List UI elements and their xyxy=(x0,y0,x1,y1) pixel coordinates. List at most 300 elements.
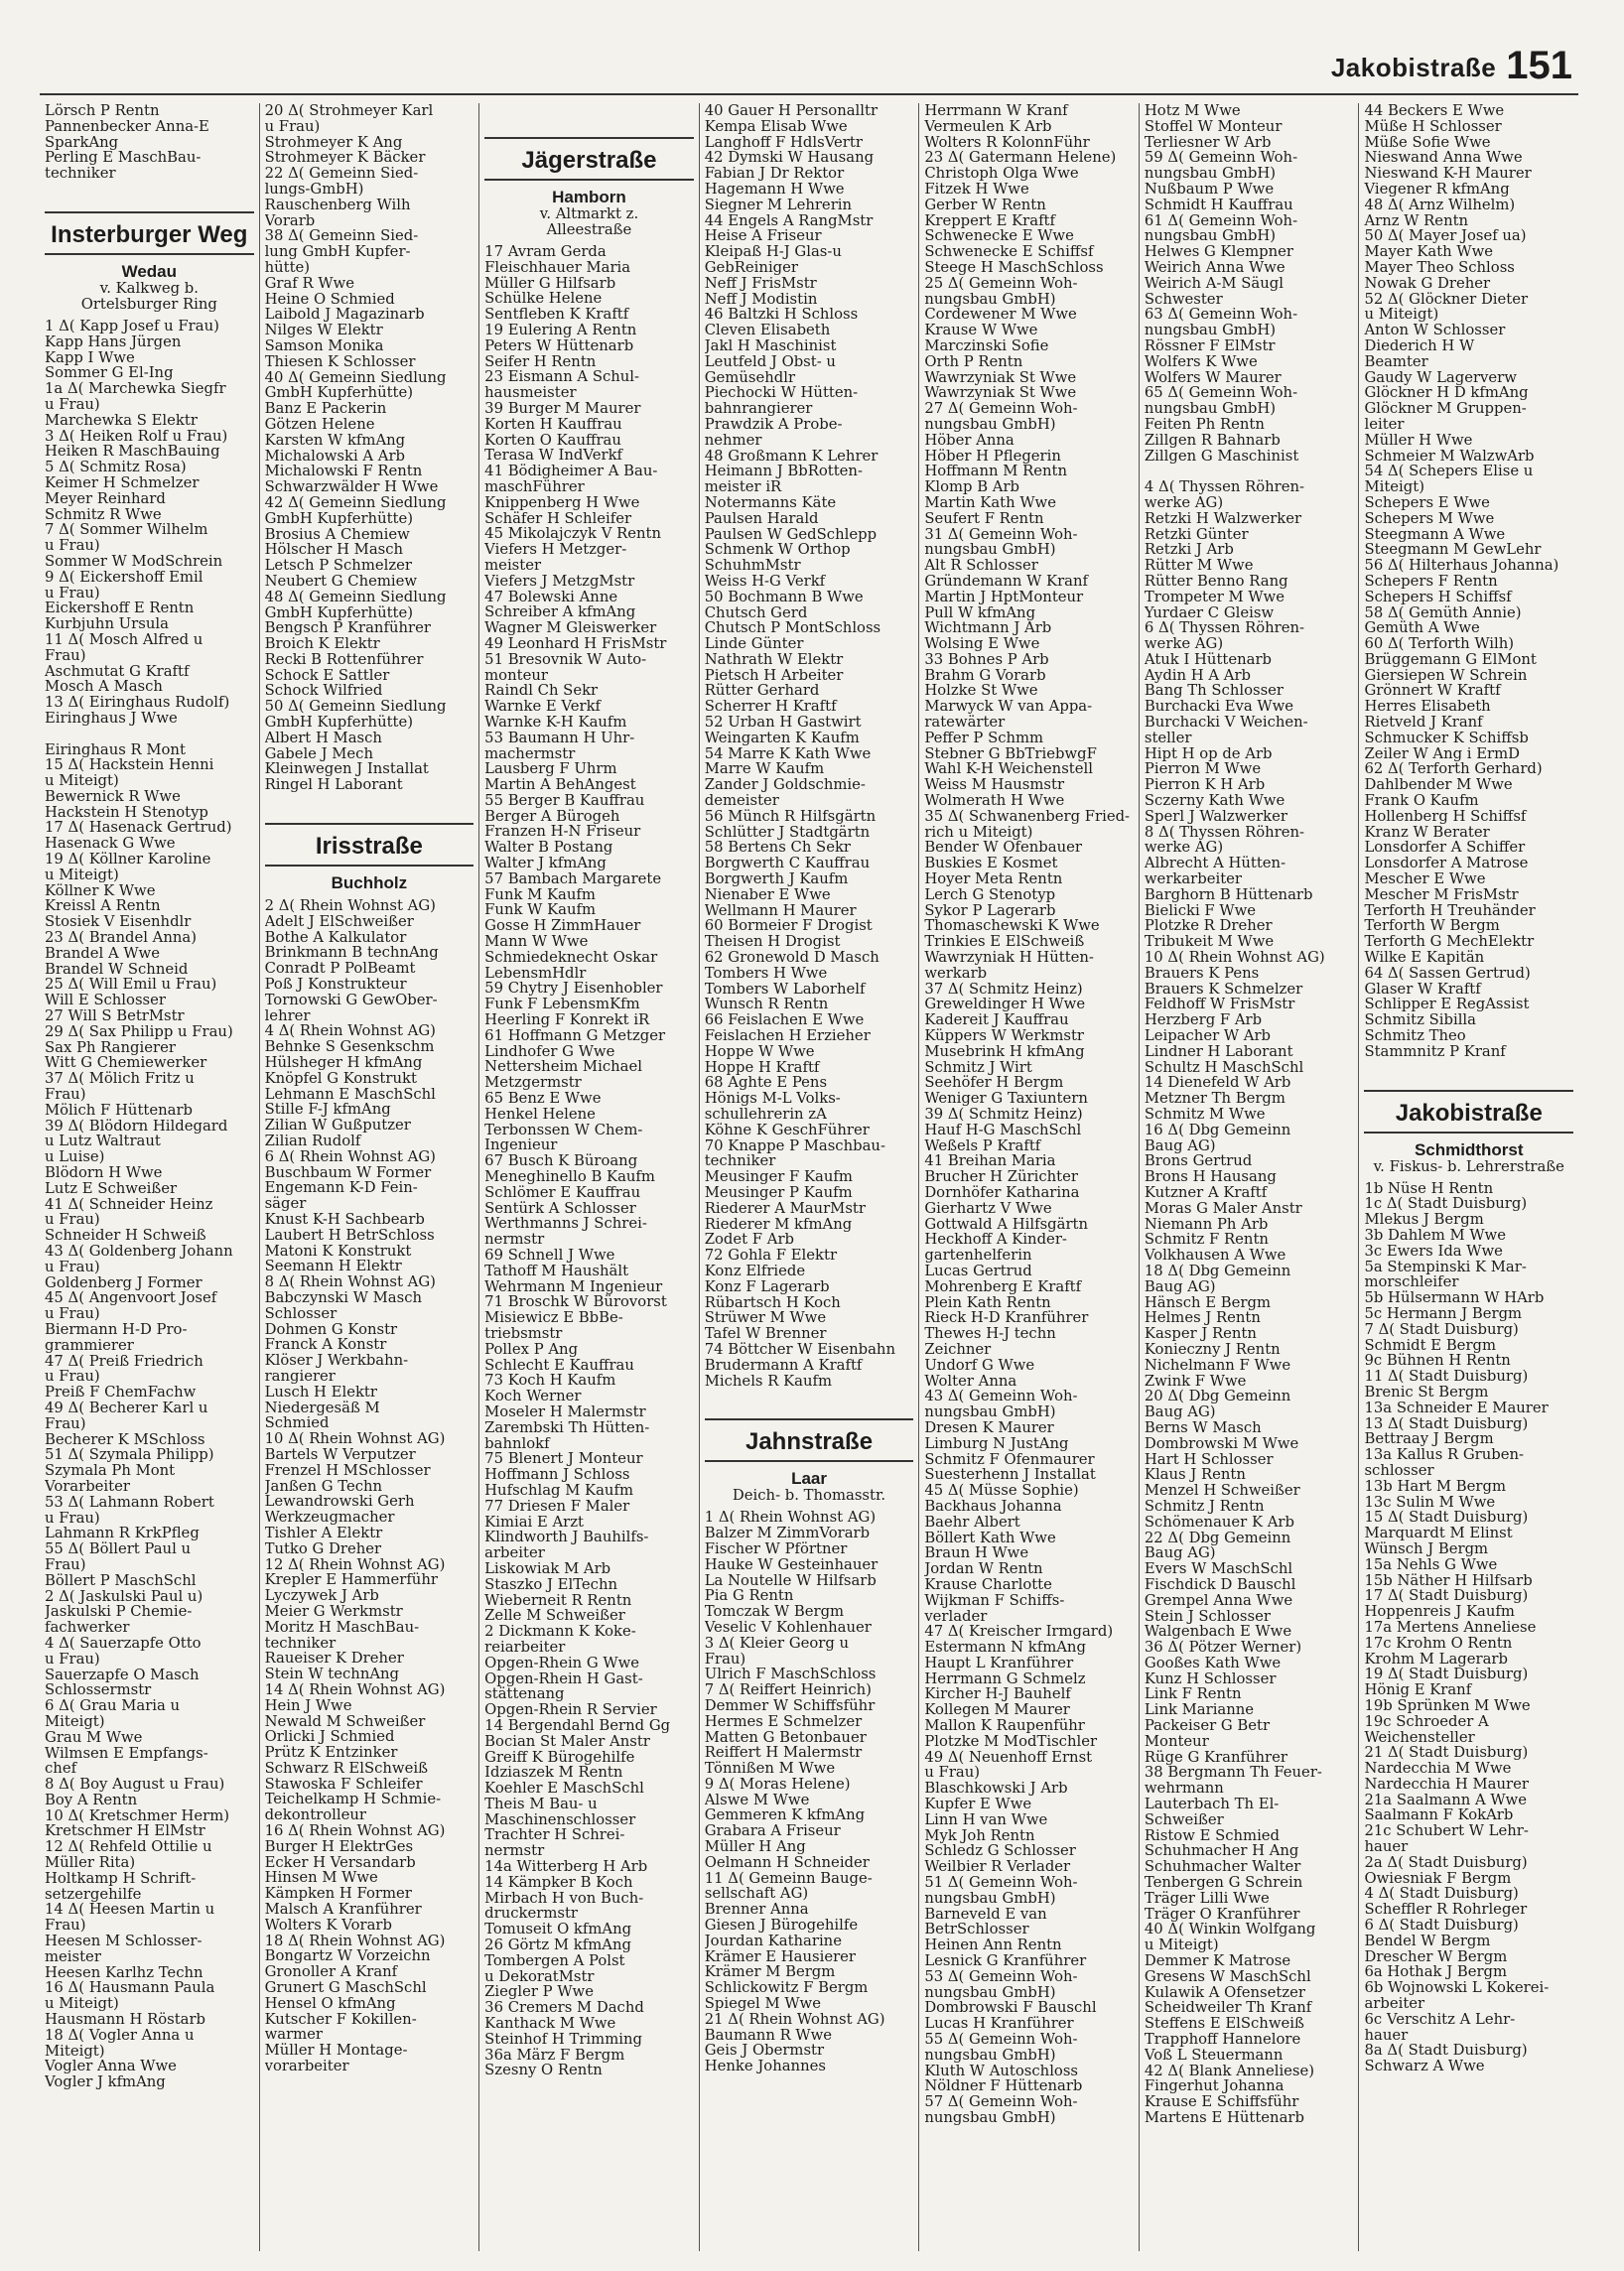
directory-entry: arbeiter xyxy=(484,1545,545,1561)
directory-entry: Helwes G Klempner xyxy=(1144,244,1293,260)
directory-entry: Kämpken H Former xyxy=(264,1886,412,1903)
directory-entry: 45 Δ( Angenvoort Josef xyxy=(45,1290,217,1307)
directory-entry: Riederer A MaurMstr xyxy=(704,1200,866,1217)
directory-entry: werkarb xyxy=(924,965,988,982)
directory-entry: 6 Δ( Stadt Duisburg) xyxy=(1364,1918,1519,1934)
directory-entry: Wolmerath H Wwe xyxy=(924,793,1065,809)
directory-entry: 65 Benz E Wwe xyxy=(484,1091,602,1107)
directory-entry: lung GmbH Kupfer- xyxy=(264,244,411,260)
directory-entry: Grönnert W Kraftf xyxy=(1364,683,1501,700)
directory-entry: Heinen Ann Rentn xyxy=(924,1937,1062,1954)
directory-entry: meister xyxy=(45,1948,101,1965)
directory-entry: Perling E MaschBau- xyxy=(45,150,202,167)
directory-entry: 21a Saalmann A Wwe xyxy=(1364,1792,1527,1808)
directory-entry: Baehr Albert xyxy=(924,1514,1020,1531)
directory-entry: verlader xyxy=(924,1608,988,1625)
directory-entry: Mescher E Wwe xyxy=(1364,871,1486,887)
directory-entry: Biermann H-D Pro- xyxy=(45,1321,188,1338)
street-rule xyxy=(265,823,474,825)
directory-entry: nungsbau GmbH) xyxy=(1144,228,1277,245)
directory-entry: Schmeier M WalzwArb xyxy=(1364,448,1535,465)
directory-entry: 14 Kämpker B Koch xyxy=(484,1874,633,1891)
directory-entry: Werkzeugmacher xyxy=(264,1510,395,1526)
directory-entry: Sommer W ModSchrein xyxy=(45,553,223,570)
directory-entry: Schock E Sattler xyxy=(264,667,390,684)
directory-entry: nungsbau GmbH) xyxy=(924,2110,1056,2126)
directory-entry: 10 Δ( Rhein Wohnst AG) xyxy=(1144,950,1325,966)
directory-entry: Baug AG) xyxy=(1144,1545,1216,1562)
directory-entry: 21 Δ( Rhein Wohnst AG) xyxy=(704,2011,885,2028)
directory-entry: 19b Sprünken M Wwe xyxy=(1364,1697,1531,1714)
directory-entry: 3 Δ( Heiken Rolf u Frau) xyxy=(45,428,228,445)
directory-entry: Tombers W Laborhelf xyxy=(704,981,866,998)
directory-entry: Link Marianne xyxy=(1144,1702,1255,1719)
directory-entry: Siegner M Lehrerin xyxy=(704,197,853,213)
directory-entry: Sentfleben K Kraftf xyxy=(484,307,629,323)
directory-entry: Jourdan Katharine xyxy=(704,1933,842,1949)
directory-entry: Kunz H Schlosser xyxy=(1144,1670,1277,1687)
directory-entry: 36a März F Bergm xyxy=(484,2047,625,2064)
directory-entry: Heerling F Konrekt iR xyxy=(484,1012,650,1028)
directory-entry: Meusinger F Kaufm xyxy=(704,1169,853,1185)
directory-entry: Frau) xyxy=(45,1918,86,1935)
directory-entry: hauer xyxy=(1364,1839,1409,1855)
directory-entry: Alt R Schlosser xyxy=(924,558,1038,574)
directory-entry: Raindl Ch Sekr xyxy=(484,683,599,700)
directory-entry: Laubert H BetrSchloss xyxy=(264,1227,435,1244)
directory-entry: Kadereit J Kauffrau xyxy=(924,1012,1069,1029)
directory-entry: Bang Th Schlosser xyxy=(1144,683,1285,700)
directory-entry: 13 Δ( Stadt Duisburg) xyxy=(1364,1415,1529,1432)
directory-entry: demeister xyxy=(704,793,779,809)
directory-entry: Krause Charlotte xyxy=(924,1576,1052,1593)
directory-entry: Lucas Gertrud xyxy=(924,1263,1032,1279)
directory-entry: Schweißer xyxy=(1144,1811,1224,1828)
directory-entry: Pierron K H Arb xyxy=(1144,777,1266,794)
column-6 xyxy=(1139,103,1359,2251)
directory-entry: 5b Hülsermann W HArb xyxy=(1364,1290,1545,1306)
directory-entry: 3b Dahlem M Wwe xyxy=(1364,1228,1506,1244)
directory-entry: Marquardt M Elinst xyxy=(1364,1526,1513,1541)
directory-entry: Hipt H op de Arb xyxy=(1144,745,1273,762)
directory-entry: Hollenberg H Schiffsf xyxy=(1364,808,1527,825)
directory-entry: Feldhoff W FrisMstr xyxy=(1144,997,1295,1013)
directory-entry: Blaschkowski J Arb xyxy=(924,1781,1068,1798)
directory-entry: 45 Mikolajczyk V Rentn xyxy=(484,526,661,543)
directory-entry: 7 Δ( Reiffert Heinrich) xyxy=(704,1682,872,1698)
directory-entry: Fleischhauer Maria xyxy=(484,259,631,276)
street-block xyxy=(265,823,474,892)
directory-entry: Gründemann W Kranf xyxy=(924,573,1088,590)
directory-entry: Ulrich F MaschSchloss xyxy=(704,1667,877,1683)
directory-entry: Matten G Betonbauer xyxy=(704,1729,867,1746)
directory-entry: Berger A Bürogeh xyxy=(484,808,620,825)
directory-entry: Voß L Steuermann xyxy=(1144,2047,1284,2064)
directory-entry: Heiken R MaschBauing xyxy=(45,444,220,461)
directory-entry: 65 Δ( Gemeinn Woh- xyxy=(1144,385,1298,402)
directory-entry: Müller H Ang xyxy=(704,1839,806,1855)
directory-entry: Marwyck W van Appa- xyxy=(924,699,1093,716)
directory-entry: Tathoff M Haushält xyxy=(484,1263,629,1279)
directory-entry: 26 Görtz M kfmAng xyxy=(484,1937,631,1953)
directory-entry: Borgwerth C Kauffrau xyxy=(704,856,871,872)
directory-entry: 2 Δ( Jaskulski Paul u) xyxy=(45,1588,203,1605)
directory-entry: 45 Δ( Müsse Sophie) xyxy=(924,1483,1079,1499)
directory-entry: Paulsen W GedSchlepp xyxy=(704,526,878,543)
directory-entry: Grempel Anna Wwe xyxy=(1144,1592,1293,1609)
directory-entry: 60 Δ( Terforth Wilh) xyxy=(1364,636,1515,652)
directory-entry: 15a Nehls G Wwe xyxy=(1364,1556,1498,1573)
directory-entry: Wolsing E Wwe xyxy=(924,636,1040,652)
directory-entry: rich u Miteigt) xyxy=(924,824,1033,841)
directory-entry xyxy=(1145,464,1354,479)
directory-entry: Burchacki Eva Wwe xyxy=(1144,699,1294,716)
directory-entry: 75 Blenert J Monteur xyxy=(484,1451,643,1468)
directory-entry: 31 Δ( Gemeinn Woh- xyxy=(924,526,1078,543)
directory-entry: Schepers H Schiffsf xyxy=(1364,589,1512,605)
directory-entry: Fitzek H Wwe xyxy=(924,181,1029,198)
directory-entry: Babczynski W Masch xyxy=(264,1289,423,1306)
directory-entry: gartenhelferin xyxy=(924,1248,1032,1264)
directory-entry: Lutz E Schweißer xyxy=(45,1180,178,1197)
directory-entry: 57 Δ( Gemeinn Woh- xyxy=(924,2094,1078,2110)
directory-entry: Sczerny Kath Wwe xyxy=(1144,793,1286,809)
directory-entry: 71 Broschk W Bürovorst xyxy=(484,1294,667,1311)
directory-entry: Gemüth A Wwe xyxy=(1364,620,1480,637)
directory-entry: Lusch H Elektr xyxy=(264,1384,377,1401)
directory-entry: 62 Gronewold D Masch xyxy=(704,950,880,966)
directory-entry: Mölich F Hüttenarb xyxy=(45,1102,193,1119)
directory-entry: Konz F Lagerarb xyxy=(704,1278,830,1295)
directory-entry: Zodet F Arb xyxy=(704,1232,795,1249)
directory-entry: Schmitz F Rentn xyxy=(1144,1232,1269,1249)
directory-entry: Viegener R kfmAng xyxy=(1364,181,1510,198)
directory-entry: Nowak G Dreher xyxy=(1364,275,1491,292)
directory-entry: 12 Δ( Rehfeld Ottilie u xyxy=(45,1839,212,1856)
directory-entry: 37 Δ( Mölich Fritz u xyxy=(45,1071,195,1088)
directory-entry: Burchacki V Weichen- xyxy=(1144,715,1308,731)
directory-entry: nungsbau GmbH) xyxy=(924,1984,1056,2001)
directory-entry: 22 Δ( Dbg Gemeinn xyxy=(1144,1530,1291,1546)
directory-entry: Brauers K Pens xyxy=(1144,965,1260,982)
directory-entry: Wolters K Vorarb xyxy=(264,1917,392,1934)
directory-entry: Grabara A Friseur xyxy=(704,1823,841,1840)
directory-entry: Müller G Hilfsarb xyxy=(484,275,616,292)
street-block xyxy=(484,137,694,238)
directory-entry: dekontrolleur xyxy=(264,1807,366,1824)
directory-entry: 10 Δ( Rhein Wohnst AG) xyxy=(264,1431,446,1447)
directory-entry: 40 Δ( Gemeinn Siedlung xyxy=(264,369,447,386)
directory-entry: 17c Krohm O Rentn xyxy=(1364,1635,1513,1652)
directory-entry: Lonsdorfer A Schiffer xyxy=(1364,840,1526,857)
directory-entry: Schock Wilfried xyxy=(264,683,383,700)
directory-entry: Brandel W Schneid xyxy=(45,961,189,978)
directory-entry: Steege H MaschSchloss xyxy=(924,259,1104,276)
directory-entry: Hasenack G Wwe xyxy=(45,836,176,853)
directory-entry: Trapphoff Hannelore xyxy=(1144,2032,1301,2048)
street-block xyxy=(45,211,254,313)
directory-entry: Klomp B Arb xyxy=(924,479,1020,495)
directory-entry: nungsbau GmbH) xyxy=(1144,401,1277,417)
directory-entry: Müller H Montage- xyxy=(264,2043,408,2060)
directory-entry: Geis J Obermstr xyxy=(704,2043,825,2060)
directory-entry: Zilian W Gußputzer xyxy=(264,1118,411,1135)
directory-entry: Hinsen M Wwe xyxy=(264,1870,378,1887)
directory-entry: Frenzel H MSchlosser xyxy=(264,1462,431,1479)
directory-entry: 48 Δ( Gemeinn Siedlung xyxy=(264,589,447,605)
directory-entry: 53 Baumann H Uhr- xyxy=(484,730,635,746)
directory-entry: Graf R Wwe xyxy=(264,275,354,292)
directory-entry: Wolters R KolonnFühr xyxy=(924,134,1090,151)
directory-entry: Henkel Helene xyxy=(484,1106,596,1123)
directory-entry: Schmitz R Wwe xyxy=(45,506,162,523)
directory-entry: triebsmstr xyxy=(484,1325,563,1342)
directory-entry: 12 Δ( Rhein Wohnst AG) xyxy=(264,1556,446,1573)
directory-entry: Schlecht E Kauffrau xyxy=(484,1357,634,1374)
directory-entry: Terasa W IndVerkf xyxy=(484,448,623,465)
directory-entry: Küppers W Werkmstr xyxy=(924,1028,1084,1044)
directory-entry: Moseler H Malermstr xyxy=(484,1403,646,1420)
directory-entry: u Miteigt) xyxy=(45,773,119,789)
directory-entry: 14 Δ( Rhein Wohnst AG) xyxy=(264,1681,446,1698)
directory-entry: 17 Avram Gerda xyxy=(484,244,607,260)
directory-entry: 35 Δ( Schwanenberg Fried- xyxy=(924,808,1131,825)
directory-entry: 36 Δ( Pötzer Werner) xyxy=(1144,1640,1302,1656)
directory-entry: 51 Δ( Szymala Philipp) xyxy=(45,1447,214,1464)
street-name: Jahnstraße xyxy=(705,1428,914,1462)
directory-entry: Leipacher W Arb xyxy=(1144,1028,1271,1044)
directory-entry: Thiesen K Schlosser xyxy=(264,353,416,370)
directory-entry: 8a Δ( Stadt Duisburg) xyxy=(1364,2043,1528,2060)
directory-entry: Mohrenberg E Kraftf xyxy=(924,1278,1082,1295)
directory-entry: Kluth W Autoschloss xyxy=(924,2063,1079,2079)
directory-entry: 19 Eulering A Rentn xyxy=(484,322,637,338)
directory-entry: Goldenberg J Former xyxy=(45,1274,203,1291)
directory-entry: 6 Δ( Rhein Wohnst AG) xyxy=(264,1148,436,1165)
directory-entry: Walter J kfmAng xyxy=(484,856,607,871)
directory-entry: 52 Urban H Gastwirt xyxy=(704,715,862,731)
directory-entry: 5c Hermann J Bergm xyxy=(1364,1305,1523,1322)
directory-entry: 21 Δ( Stadt Duisburg) xyxy=(1364,1745,1529,1762)
directory-entry: Backhaus Johanna xyxy=(924,1498,1062,1515)
directory-entry: Terbonssen W Chem- xyxy=(484,1122,643,1138)
directory-entry: Krämer M Bergm xyxy=(704,1964,836,1981)
directory-entry: Zander J Goldschmie- xyxy=(704,777,866,794)
directory-entry: Scheffler R Rohrleger xyxy=(1364,1902,1528,1919)
directory-entry: 8 Δ( Rhein Wohnst AG) xyxy=(264,1274,436,1290)
directory-entry: 50 Δ( Mayer Josef ua) xyxy=(1364,228,1527,245)
directory-entry: Wellmann H Maurer xyxy=(704,902,857,919)
directory-entry: Liskowiak M Arb xyxy=(484,1560,611,1577)
directory-entry: 63 Δ( Gemeinn Woh- xyxy=(1144,307,1298,324)
directory-entry: Riederer M kfmAng xyxy=(704,1216,853,1233)
directory-entry: 59 Δ( Gemeinn Woh- xyxy=(1144,150,1298,167)
directory-entry: Tönnißen M Wwe xyxy=(704,1761,836,1777)
directory-entry: 61 Hoffmann G Metzger xyxy=(484,1027,666,1044)
directory-entry: 44 Beckers E Wwe xyxy=(1364,103,1505,119)
directory-entry: u Frau) xyxy=(45,1369,100,1386)
directory-entry: sellschaft AG) xyxy=(704,1886,809,1903)
directory-entry: Schreiber A kfmAng xyxy=(484,604,636,621)
directory-entry: 3 Δ( Kleier Georg u xyxy=(704,1635,850,1652)
directory-entry: Brudermann A Kraftf xyxy=(704,1357,863,1374)
directory-entry: Christoph Olga Wwe xyxy=(924,166,1079,182)
directory-entry: 13 Δ( Eiringhaus Rudolf) xyxy=(45,695,230,711)
directory-entry: Henke Johannes xyxy=(704,2059,826,2075)
directory-entry: La Noutelle W Hilfsarb xyxy=(704,1572,877,1589)
directory-entry: Misiewicz E BbBe- xyxy=(484,1310,623,1326)
directory-entry: Steinhof H Trimming xyxy=(484,2031,642,2048)
directory-entry: Engemann K-D Fein- xyxy=(264,1180,418,1197)
directory-entry: Frank O Kaufm xyxy=(1364,793,1479,809)
directory-entry: 66 Feislachen E Wwe xyxy=(704,1012,865,1029)
directory-entry: Yurdaer C Gleisw xyxy=(1144,604,1275,621)
directory-entry: Wolfers K Wwe xyxy=(1144,353,1258,370)
directory-entry: Lucas H Kranführer xyxy=(924,2016,1074,2033)
directory-entry: Leutfeld J Obst- u xyxy=(704,353,836,370)
directory-entry: 56 Münch R Hilfsgärtn xyxy=(704,808,877,825)
directory-entry: Kanthack M Wwe xyxy=(484,2016,616,2032)
directory-entry: Bongartz W Vorzeichn xyxy=(264,1948,431,1965)
directory-entry: schlosser xyxy=(1364,1462,1434,1479)
directory-entry: Banz E Packerin xyxy=(264,401,387,417)
directory-entry: Stawoska F Schleifer xyxy=(264,1776,423,1793)
directory-entry: 48 Δ( Arnz Wilhelm) xyxy=(1364,197,1516,213)
directory-entry: Newald M Schweißer xyxy=(264,1713,426,1730)
directory-entry: Barneveld E van xyxy=(924,1906,1047,1923)
directory-entry: Krause E Schiffsführ xyxy=(1144,2094,1299,2110)
directory-entry: Kreissl A Rentn xyxy=(45,898,161,915)
directory-entry: Wilmsen E Empfangs- xyxy=(45,1745,208,1762)
directory-entry: 1c Δ( Stadt Duisburg) xyxy=(1364,1196,1528,1213)
directory-entry: Matoni K Konstrukt xyxy=(264,1243,412,1260)
directory-entry: Michalowski A Arb xyxy=(264,448,406,465)
directory-entry: monteur xyxy=(484,667,548,684)
directory-entry: Hönigs M-L Volks- xyxy=(704,1091,841,1107)
directory-entry: 2a Δ( Stadt Duisburg) xyxy=(1364,1854,1528,1871)
directory-entry: Pollex P Ang xyxy=(484,1341,579,1358)
directory-entry: Diederich H W xyxy=(1364,337,1475,354)
directory-entry: Heesen Karlhz Techn xyxy=(45,1964,203,1981)
directory-entry: vorarbeiter xyxy=(264,2059,349,2074)
directory-entry: Schwenecke E Wwe xyxy=(924,228,1074,245)
directory-entry: Herres Elisabeth xyxy=(1364,699,1491,716)
directory-entry: Dresen K Maurer xyxy=(924,1419,1054,1436)
directory-entry: Steegmann M GewLehr xyxy=(1364,542,1542,559)
directory-entry: Stammnitz P Kranf xyxy=(1364,1043,1506,1060)
directory-entry: Lonsdorfer A Matrose xyxy=(1364,856,1529,872)
directory-entry: Zillgen G Maschinist xyxy=(1144,448,1299,465)
directory-entry: nungsbau GmbH) xyxy=(924,1404,1056,1420)
directory-entry: 69 Schnell J Wwe xyxy=(484,1248,615,1264)
directory-entry: Martens E Hüttenarb xyxy=(1144,2110,1304,2126)
directory-entry: 64 Δ( Sassen Gertrud) xyxy=(1364,965,1531,982)
directory-entry: u Lutz Waltraut xyxy=(45,1134,161,1150)
directory-entry: 49 Leonhard H FrisMstr xyxy=(484,635,667,652)
directory-entry: Hotz M Wwe xyxy=(1144,103,1241,119)
page-number: 151 xyxy=(1506,44,1572,87)
directory-entry: GmbH Kupferhütte) xyxy=(264,385,414,402)
directory-entry: LebensmHdlr xyxy=(484,965,587,982)
directory-entry: 4 Δ( Rhein Wohnst AG) xyxy=(264,1023,436,1040)
directory-entry: 55 Δ( Böllert Paul u xyxy=(45,1541,192,1557)
directory-entry: Heise A Friseur xyxy=(704,228,822,245)
directory-entry: Tafel W Brenner xyxy=(704,1326,827,1342)
directory-entry: Tornowski G GewOber- xyxy=(264,992,438,1008)
directory-entry: Baug AG) xyxy=(1144,1137,1216,1154)
directory-entry: Martin A BehAngest xyxy=(484,777,636,793)
directory-entry: Buskies E Kosmet xyxy=(924,856,1058,872)
directory-entry: Heesen M Schlosser- xyxy=(45,1934,203,1949)
directory-entry: Brinkmann B technAng xyxy=(264,945,439,962)
directory-entry: Will E Schlosser xyxy=(45,993,166,1009)
directory-entry: Seufert F Rentn xyxy=(924,510,1044,527)
directory-entry: 6a Hothak J Bergm xyxy=(1364,1964,1508,1981)
directory-entry: Karsten W kfmAng xyxy=(264,432,406,449)
directory-entry: Tomuseit O kfmAng xyxy=(484,1922,632,1938)
directory-entry: 8 Δ( Boy August u Frau) xyxy=(45,1777,225,1793)
directory-entry: Kasper J Rentn xyxy=(1144,1326,1257,1342)
directory-entry: Kreppert E Kraftf xyxy=(924,212,1055,229)
directory-entry: Wehrmann M Ingenieur xyxy=(484,1278,663,1295)
directory-entry: Meier G Werkmstr xyxy=(264,1603,403,1620)
directory-entry: 14 Dienefeld W Arb xyxy=(1144,1075,1291,1092)
directory-entry: u Miteigt) xyxy=(45,867,119,883)
directory-entry: Götzen Helene xyxy=(264,416,375,433)
directory-entry: u Frau) xyxy=(45,585,100,601)
directory-entry: Gemüsehdlr xyxy=(704,369,796,386)
directory-entry: Mlekus J Bergm xyxy=(1364,1212,1484,1228)
directory-entry: 44 Engels A RangMstr xyxy=(704,212,874,229)
directory-entry: Tombergen A Polst xyxy=(484,1952,625,1969)
directory-entry: Weniger G Taxiuntern xyxy=(924,1091,1088,1107)
directory-entry: Zillgen R Bahnarb xyxy=(1144,432,1281,449)
directory-entry: Becherer K MSchloss xyxy=(45,1431,205,1448)
directory-entry: Hölscher H Masch xyxy=(264,542,404,559)
street-range: v. Altmarkt z. xyxy=(539,205,639,222)
directory-entry: Marre W Kaufm xyxy=(704,761,825,778)
directory-entry: 50 Bochmann B Wwe xyxy=(704,589,864,605)
directory-entry: Gierhartz V Wwe xyxy=(924,1200,1052,1217)
directory-entry: u Frau) xyxy=(45,396,100,413)
directory-entry: Lewandrowski Gerh xyxy=(264,1494,415,1511)
directory-entry: Werthmanns J Schrei- xyxy=(484,1216,647,1233)
directory-entry: nungsbau GmbH) xyxy=(1144,323,1277,338)
directory-entry: 10 Δ( Kretschmer Herm) xyxy=(45,1807,230,1824)
column-4 xyxy=(699,103,919,2251)
directory-entry: Walgenbach E Wwe xyxy=(1144,1624,1292,1641)
directory-entry: Kircher H-J Bauhelf xyxy=(924,1686,1071,1703)
directory-entry: 4 Δ( Sauerzapfe Otto xyxy=(45,1635,202,1652)
directory-entry: Bocian St Maler Anstr xyxy=(484,1733,650,1750)
directory-entry: rangierer xyxy=(264,1368,336,1385)
directory-entry: Kleipaß H-J Glas-u xyxy=(704,244,842,260)
directory-entry: Thomaschewski K Wwe xyxy=(924,918,1100,935)
directory-entry: Schlipper E RegAssist xyxy=(1364,997,1530,1013)
directory-entry: Orth P Rentn xyxy=(924,353,1023,370)
directory-entry: Tribukeit M Wwe xyxy=(1144,934,1275,951)
directory-entry: Limburg N JustAng xyxy=(924,1435,1069,1452)
directory-entry: Schepers F Rentn xyxy=(1364,573,1498,590)
directory-entry: 70 Knappe P Maschbau- xyxy=(704,1137,885,1154)
directory-entry: Mallon K Raupenführ xyxy=(924,1718,1085,1734)
directory-entry: Wijkman F Schiffs- xyxy=(924,1592,1065,1609)
directory-entry: 40 Δ( Winkin Wolfgang xyxy=(1144,1922,1316,1938)
directory-entry: Holtkamp H Schrift- xyxy=(45,1870,197,1887)
directory-entry: reiarbeiter xyxy=(484,1639,566,1656)
directory-entry: 41 Bödigheimer A Bau- xyxy=(484,464,658,479)
directory-entry: Feiten Ph Rentn xyxy=(1144,416,1265,433)
